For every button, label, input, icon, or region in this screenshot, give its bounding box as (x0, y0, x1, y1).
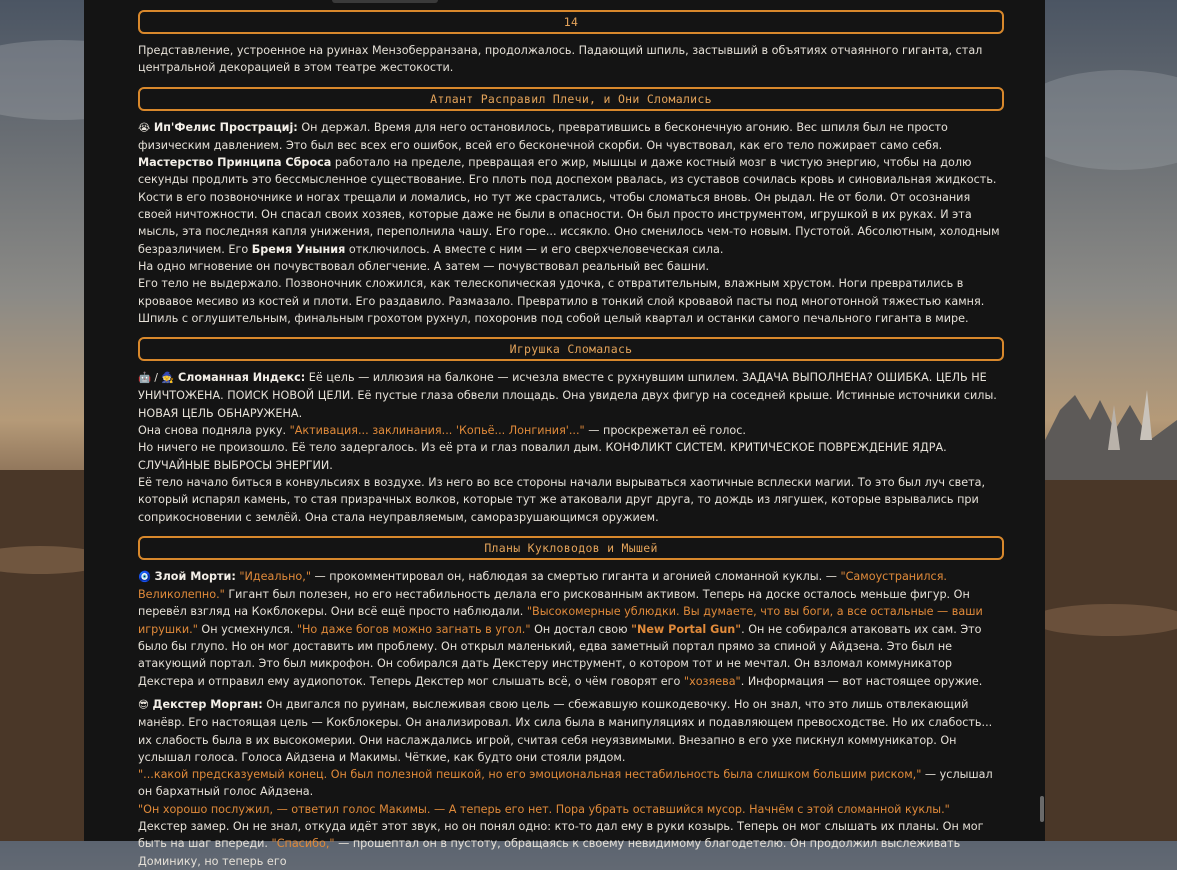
paragraph: "Он хорошо послужил, — ответил голос Макимы. — А теперь его нет. Пора убрать оставшийся мусор. Начнём с этой сломанной куклы." (138, 802, 950, 816)
paragraph: Её тело начало биться в конвульсиях в воздухе. Из него во все стороны начали вырываться хаотичные всплески магии. То это был луч света, который испарял камень, то стая призрачных волков, которые тут же атаковали друг друга, то дождь из лягушек, которые взрывались при соприкосновении с землёй. Она стала неуправляемым, саморазрушающимся оружием. (138, 475, 986, 524)
section-dexter: 😎 Декстер Морган: Он двигался по руинам, выслеживая свою цель — сбежавшую кошкодевочку. Но он знал, что это лишь отвлекающий манёвр. Его настоящая цель — Кокблокеры. Он анализировал. Их сила была в манипуляциях и подавляющем превосходстве. Но их слабость... их слабость была в их высокомерии. Они наслаждались игрой, считая себя неуязвимыми. Внезапно в его ухе пискнул коммуникатор. Он услышал голоса. Голоса Айдзена и Макимы. Чёткие, как будто они стояли рядом. (138, 697, 993, 764)
robot-icon: 🤖 / 🧙 (138, 372, 175, 385)
section-index: 🤖 / 🧙 Сломанная Индекс: Её цель — иллюзия на балконе — исчезла вместе с рухнувшим шпилем. ЗАДАЧА ВЫПОЛНЕНА? ОШИБКА. ЦЕЛЬ НЕ УНИЧТОЖЕНА. ПОИСК НОВОЙ ЦЕЛИ. Её пустые глаза обвели площадь. Она увидела двух фигур на соседней крыше. Истинные источники силы. НОВАЯ ЦЕЛЬ ОБНАРУЖЕНА. (138, 371, 997, 420)
eye-icon: 🧿 (138, 570, 152, 583)
story-panel (84, 0, 1045, 868)
paragraph: "...какой предсказуемый конец. Он был полезной пешкой, но его эмоциональная нестабильность была слишком большим риском," — услышал он бархатный голос Айдзена. (138, 768, 993, 799)
paragraph: Его тело не выдержало. Позвоночник сложился, как телескопическая удочка, с отвратительным, влажным хрустом. Ноги превратились в кровавое месиво из костей и плоти. Его раздавило. Размазало. Превратило в тонкий слой кровавой пасты под многотонной тяжестью камня. Шпиль с оглушительным, финальным грохотом рухнул, похоронив под собой целый квартал и останки самого печального гиганта в мире. (138, 277, 985, 325)
paragraph: На одно мгновение он почувствовал облегчение. А затем — почувствовал реальный вес башни. (138, 259, 710, 273)
character-name: Ип'Фелис Прострациј: (153, 120, 298, 134)
section-ipfelis: 😭 Ип'Фелис Прострациј: Он держал. Время для него остановилось, превратившись в бесконечную агонию. Вес шпиля был не просто физическим давлением. Это был вес всех его ошибок, всей его бесконечной скорби. Он чувствовал, как его тело пожирает само себя. Мастерство Принципа Сброса работало на пределе, превращая его жир, мышцы и даже костный мозг в чистую энергию, чтобы на долю секунды продлить это бессмысленное существование. Его плоть под доспехом рвалась, из суставов сочилась кровь и синовиальная жидкость. Кости в его позвоночнике и ногах трещали и ломались, но тут же срастались, чтобы сломаться вновь. Он рыдал. Не от боли. От осознания своей ничтожности. Он спасал своих хозяев, которые даже не были в опасности. Он был просто инструментом, игрушкой в их руках. И эта мысль, эта последняя капля унижения, переполнила чашу. Его горе... иссякло. Оно сменилось чем-то новым. Пустотой. Абсолютным, холодным безразличием. Его Бремя Уныния отключилось. А вместе с ним — и его сверхчеловеческая сила. (138, 120, 1000, 256)
section-evil-morty: 🧿 Злой Морти: "Идеально," — прокомментировал он, наблюдая за смертью гиганта и агонией сломанной куклы. — "Самоустранился. Великолепно." Гигант был полезен, но его нестабильность делала его рискованным активом. Теперь на доске осталось меньше фигур. Он перевёл взгляд на Кокблокеры. Они всё ещё просто наблюдали. "Высокомерные ублюдки. Вы думаете, что вы боги, а все остальные — ваши игрушки." Он усмехнулся. "Но даже богов можно загнать в угол." Он достал свою "New Portal Gun". Он не собирался атаковать их сам. Это было бы глупо. Но он мог доставить им проблему. Он открыл маленький, едва заметный портал прямо за спиной у Айдзена. Это был не атакующий портал. Это был микрофон. Он собирался дать Декстеру инструмент, о котором тот и не мечтал. Он взломал коммуникатор Декстера и отправил ему аудиопоток. Теперь Декстер мог слышать всё, о чём говорят его "хозяева". Информация — вот настоящее оружие. (138, 569, 983, 688)
chapter-header-14: 14 (138, 10, 1004, 34)
chapter-header-puppeteers: Планы Кукловодов и Мышей (138, 536, 1004, 560)
top-tab-indicator (332, 0, 438, 3)
intro-paragraph: Представление, устроенное на руинах Мензоберранзана, продолжалось. Падающий шпиль, застывший в объятиях отчаянного гиганта, стал центральной декорацией в этом театре жестокости. (138, 44, 983, 75)
chapter-header-atlas: Атлант Расправил Плечи, и Они Сломались (138, 87, 1004, 111)
character-name: Декстер Морган: (152, 697, 263, 711)
paragraph: Она снова подняла руку. "Активация... заклинания... 'Копьё... Лонгиния'..." — проскрежетал её голос. (138, 424, 746, 438)
character-name: Сломанная Индекс: (177, 371, 306, 385)
paragraph: Но ничего не произошло. Её тело задергалось. Из её рта и глаз повалил дым. КОНФЛИКТ СИСТЕМ. КРИТИЧЕСКОЕ ПОВРЕЖДЕНИЕ ЯДРА. СЛУЧАЙНЫЕ ВЫБРОСЫ ЭНЕРГИИ. (138, 441, 947, 472)
story-content (84, 10, 1045, 870)
chapter-header-toy: Игрушка Сломалась (138, 337, 1004, 361)
character-name: Злой Морти: (154, 569, 236, 583)
scrollbar-thumb[interactable] (1040, 796, 1044, 822)
paragraph: Декстер замер. Он не знал, откуда идёт этот звук, но он понял одно: кто-то дал ему в руки козырь. Теперь он мог слышать их планы. Он мог быть на шаг впереди. "Спасибо," — прошептал он в пустоту, обращаясь к своему невидимому благодетелю. Он продолжил выслеживать Доминику, но теперь его (138, 819, 984, 868)
sunglasses-face-icon: 😎 (138, 698, 149, 711)
crying-face-icon: 😭 (138, 121, 151, 134)
